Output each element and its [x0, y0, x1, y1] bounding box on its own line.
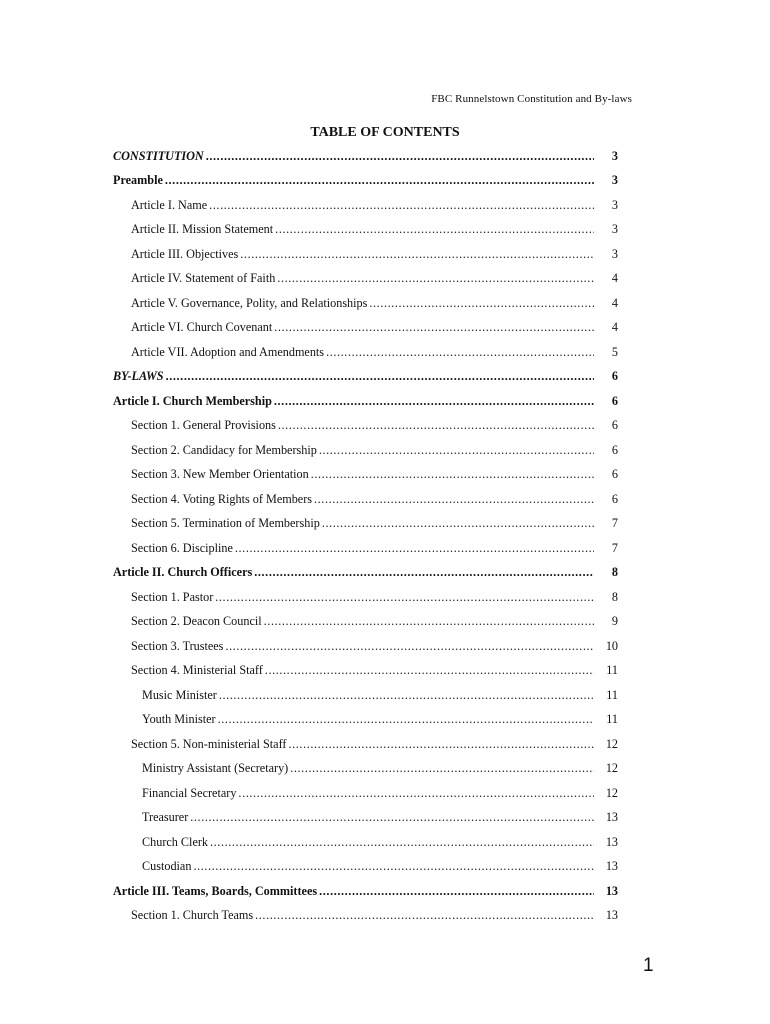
toc-entry[interactable] — [113, 242, 618, 267]
toc-entry-page: 12 — [605, 761, 618, 776]
toc-entry-label: Section 3. New Member Orientation — [131, 467, 309, 482]
toc-entry-label: Section 6. Discipline — [131, 540, 233, 555]
dot-leader — [255, 908, 594, 923]
toc-entry-label: BY-LAWS — [113, 369, 164, 384]
toc-entry-label: Section 3. Trustees — [131, 638, 224, 653]
toc-title: TABLE OF CONTENTS — [310, 125, 460, 140]
dot-leader — [314, 492, 594, 507]
toc-entry-label: Article III. Teams, Boards, Committees — [113, 883, 318, 898]
toc-entry-label: Section 4. Voting Rights of Members — [131, 491, 313, 506]
toc-entry-page: 13 — [605, 834, 618, 849]
dot-leader — [288, 737, 594, 752]
toc-entry[interactable] — [113, 781, 618, 806]
toc-entry[interactable] — [113, 512, 618, 537]
toc-entry[interactable] — [113, 585, 618, 610]
page-number: 1 — [643, 955, 654, 976]
dot-leader — [290, 761, 594, 776]
toc-entry[interactable] — [113, 389, 618, 414]
toc-entry-label: Section 1. General Provisions — [131, 418, 276, 433]
toc-entry-page: 4 — [611, 271, 618, 286]
toc-entry-page: 8 — [611, 589, 618, 604]
toc-entry-label: Section 2. Deacon Council — [131, 614, 262, 629]
toc-entry[interactable] — [113, 879, 618, 904]
dot-leader — [278, 418, 594, 433]
dot-leader — [240, 247, 594, 262]
dot-leader — [225, 639, 594, 654]
toc-entry[interactable] — [113, 169, 618, 194]
toc-entry[interactable] — [113, 487, 618, 512]
toc-entry-label: Article VI. Church Covenant — [131, 320, 273, 335]
toc-entry-label: Section 4. Ministerial Staff — [131, 663, 263, 678]
dot-leader — [369, 296, 594, 311]
toc-entry-label: Section 1. Church Teams — [131, 908, 254, 923]
toc-entry[interactable] — [113, 708, 618, 733]
toc-entry-label: Music Minister — [142, 687, 217, 702]
dot-leader — [206, 149, 594, 164]
dot-leader — [277, 271, 594, 286]
dot-leader — [218, 712, 594, 727]
toc-entry[interactable] — [113, 193, 618, 218]
dot-leader — [166, 369, 594, 384]
toc-entry-label: Section 5. Termination of Membership — [131, 516, 320, 531]
toc-entry[interactable] — [113, 732, 618, 757]
dot-leader — [274, 394, 594, 409]
toc-entry[interactable] — [113, 536, 618, 561]
toc-entry-page: 13 — [605, 810, 618, 825]
dot-leader — [264, 614, 594, 629]
toc-entry-label: Article II. Mission Statement — [131, 222, 274, 237]
toc-entry-label: CONSTITUTION — [113, 148, 204, 163]
dot-leader — [209, 198, 594, 213]
toc-entry-page: 4 — [611, 295, 618, 310]
toc-entry-label: Article I. Church Membership — [113, 393, 272, 408]
dot-leader — [319, 884, 594, 899]
toc-entry-label: Preamble — [113, 173, 163, 188]
toc-entry[interactable] — [113, 218, 618, 243]
dot-leader — [238, 786, 594, 801]
toc-entry[interactable] — [113, 610, 618, 635]
dot-leader — [319, 443, 594, 458]
toc-entry-page: 13 — [605, 908, 618, 923]
toc-entry[interactable] — [113, 855, 618, 880]
toc-entry-page: 3 — [611, 222, 618, 237]
toc-entry-page: 6 — [611, 467, 618, 482]
toc-entry[interactable] — [113, 291, 618, 316]
toc-entry-page: 6 — [611, 393, 618, 408]
toc-entry-page: 13 — [605, 883, 618, 898]
toc-entry[interactable] — [113, 561, 618, 586]
toc-entry-label: Treasurer — [142, 810, 189, 825]
toc-entry[interactable] — [113, 683, 618, 708]
dot-leader — [235, 541, 594, 556]
toc-entry-page: 13 — [605, 859, 618, 874]
toc-entry-label: Article I. Name — [131, 197, 208, 212]
toc-entry-page: 3 — [611, 197, 618, 212]
table-of-contents — [113, 144, 618, 928]
toc-entry[interactable] — [113, 414, 618, 439]
toc-entry-page: 6 — [611, 491, 618, 506]
toc-entry-page: 11 — [606, 687, 618, 702]
toc-entry[interactable] — [113, 365, 618, 390]
toc-entry-page: 11 — [606, 663, 618, 678]
toc-entry-label: Section 2. Candidacy for Membership — [131, 442, 317, 457]
toc-entry-page: 9 — [611, 614, 618, 629]
dot-leader — [215, 590, 594, 605]
toc-entry-page: 6 — [611, 369, 618, 384]
dot-leader — [326, 345, 594, 360]
toc-entry-label: Article V. Governance, Polity, and Relationships — [131, 295, 368, 310]
toc-entry-page: 6 — [611, 418, 618, 433]
toc-entry[interactable] — [113, 463, 618, 488]
dot-leader — [210, 835, 594, 850]
toc-entry[interactable] — [113, 144, 618, 169]
dot-leader — [311, 467, 594, 482]
toc-entry-label: Article III. Objectives — [131, 246, 239, 261]
toc-entry-page: 3 — [611, 148, 618, 163]
toc-entry[interactable] — [113, 830, 618, 855]
dot-leader — [165, 173, 594, 188]
toc-entry-page: 8 — [611, 565, 618, 580]
toc-entry-page: 7 — [611, 516, 618, 531]
toc-entry-label: Section 5. Non-ministerial Staff — [131, 736, 287, 751]
dot-leader — [219, 688, 594, 703]
toc-entry[interactable] — [113, 634, 618, 659]
toc-entry-label: Ministry Assistant (Secretary) — [142, 761, 289, 776]
toc-entry-label: Article IV. Statement of Faith — [131, 271, 276, 286]
toc-entry-page: 12 — [605, 736, 618, 751]
toc-entry-label: Article VII. Adoption and Amendments — [131, 344, 325, 359]
toc-entry-page: 6 — [611, 442, 618, 457]
toc-entry-label: Article II. Church Officers — [113, 565, 253, 580]
toc-entry[interactable] — [113, 340, 618, 365]
toc-entry[interactable] — [113, 316, 618, 341]
toc-entry[interactable] — [113, 267, 618, 292]
running-header: FBC Runnelstown Constitution and By-laws — [431, 93, 632, 105]
dot-leader — [322, 516, 594, 531]
toc-entry-label: Church Clerk — [142, 834, 209, 849]
toc-entry-page: 10 — [605, 638, 618, 653]
toc-entry-label: Section 1. Pastor — [131, 589, 214, 604]
toc-entry-page: 3 — [611, 173, 618, 188]
toc-entry-page: 5 — [611, 344, 618, 359]
toc-entry-page: 11 — [606, 712, 618, 727]
toc-entry-label: Financial Secretary — [142, 785, 237, 800]
toc-entry-label: Youth Minister — [142, 712, 216, 727]
dot-leader — [265, 663, 594, 678]
toc-entry[interactable] — [113, 659, 618, 684]
toc-entry[interactable] — [113, 438, 618, 463]
toc-entry-page: 12 — [605, 785, 618, 800]
toc-entry[interactable] — [113, 757, 618, 782]
toc-entry-page: 4 — [611, 320, 618, 335]
dot-leader — [254, 565, 594, 580]
dot-leader — [275, 222, 594, 237]
toc-entry[interactable] — [113, 806, 618, 831]
toc-entry[interactable] — [113, 904, 618, 929]
dot-leader — [274, 320, 594, 335]
toc-entry-page: 3 — [611, 246, 618, 261]
dot-leader — [193, 859, 594, 874]
toc-entry-page: 7 — [611, 540, 618, 555]
toc-entry-label: Custodian — [142, 859, 192, 874]
dot-leader — [190, 810, 594, 825]
